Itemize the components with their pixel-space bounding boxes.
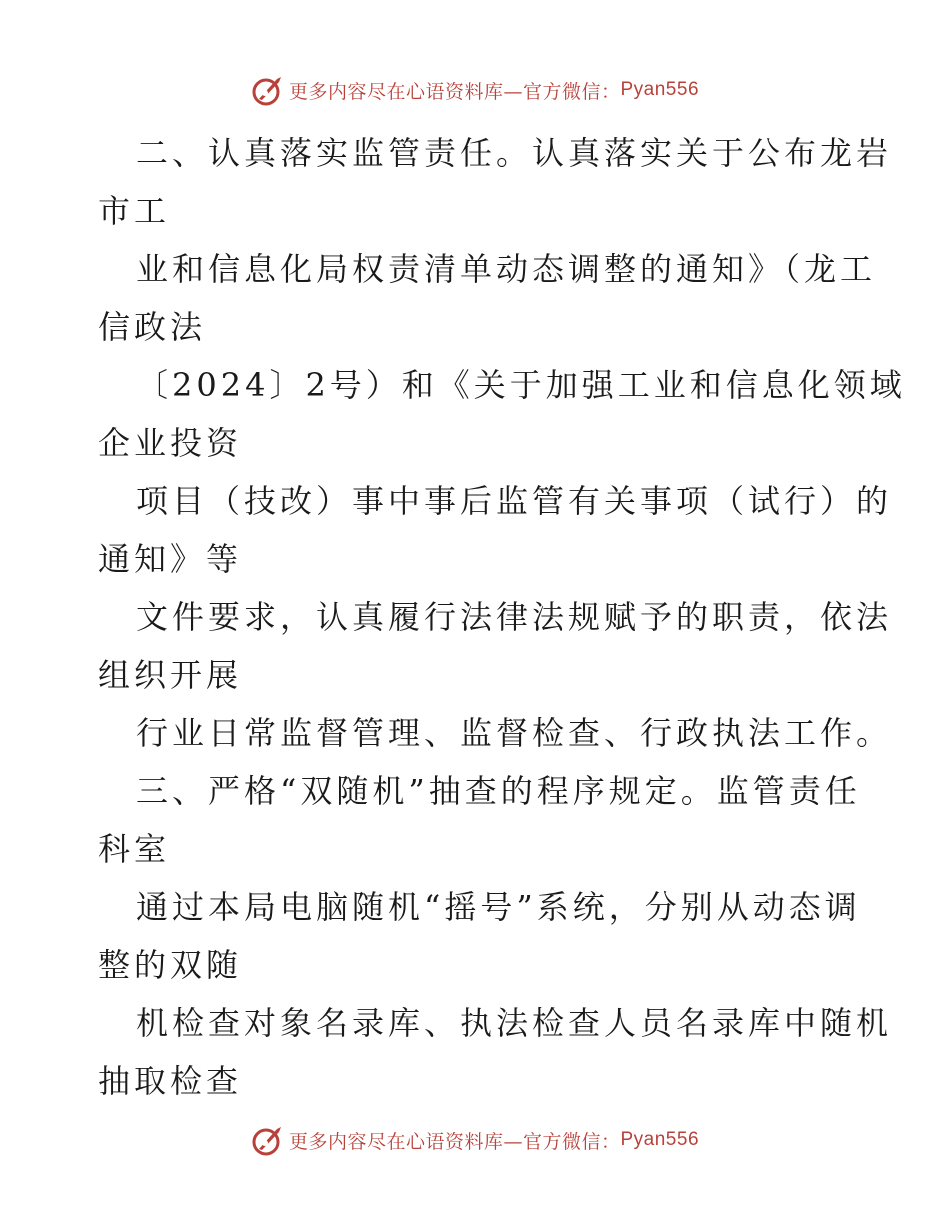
body-line: 企业投资: [98, 424, 243, 462]
body-line: 〔2024〕2号）和《关于加强工业和信息化领域: [136, 366, 906, 404]
body-line: 市工: [98, 192, 171, 230]
body-line: 机检查对象名录库、执法检查人员名录库中随机: [136, 1004, 893, 1042]
document-body: [98, 124, 906, 1110]
body-line: 三、严格“双随机”抽查的程序规定。监管责任: [136, 772, 861, 810]
quill-circle-logo-icon: [251, 73, 285, 107]
body-line: 通过本局电脑随机“摇号”系统，分别从动态调: [136, 888, 861, 926]
body-line: 整的双随: [98, 946, 243, 984]
header-banner: [0, 70, 950, 110]
body-line: 组织开展: [98, 656, 243, 694]
quill-circle-logo-icon: [251, 1123, 285, 1157]
body-line: 科室: [98, 830, 171, 868]
body-line: 通知》等: [98, 540, 243, 578]
body-line: 业和信息化局权责清单动态调整的通知》（龙工: [136, 250, 877, 288]
body-line: 信政法: [98, 308, 207, 346]
body-line: 二、认真落实监管责任。认真落实关于公布龙岩: [136, 134, 893, 172]
body-line: 文件要求，认真履行法律法规赋予的职责，依法: [136, 598, 893, 636]
wechat-id: Pyan556: [620, 1129, 700, 1150]
body-line: 抽取检查: [98, 1062, 243, 1100]
body-line: 行业日常监督管理、监督检查、行政执法工作。: [136, 714, 893, 752]
body-line: 项目（技改）事中事后监管有关事项（试行）的: [136, 482, 893, 520]
banner-text: 更多内容尽在心语资料库—官方微信：: [288, 80, 621, 103]
wechat-id: Pyan556: [620, 79, 700, 100]
footer-banner: [0, 1120, 950, 1160]
banner-text: 更多内容尽在心语资料库—官方微信：: [288, 1130, 621, 1153]
